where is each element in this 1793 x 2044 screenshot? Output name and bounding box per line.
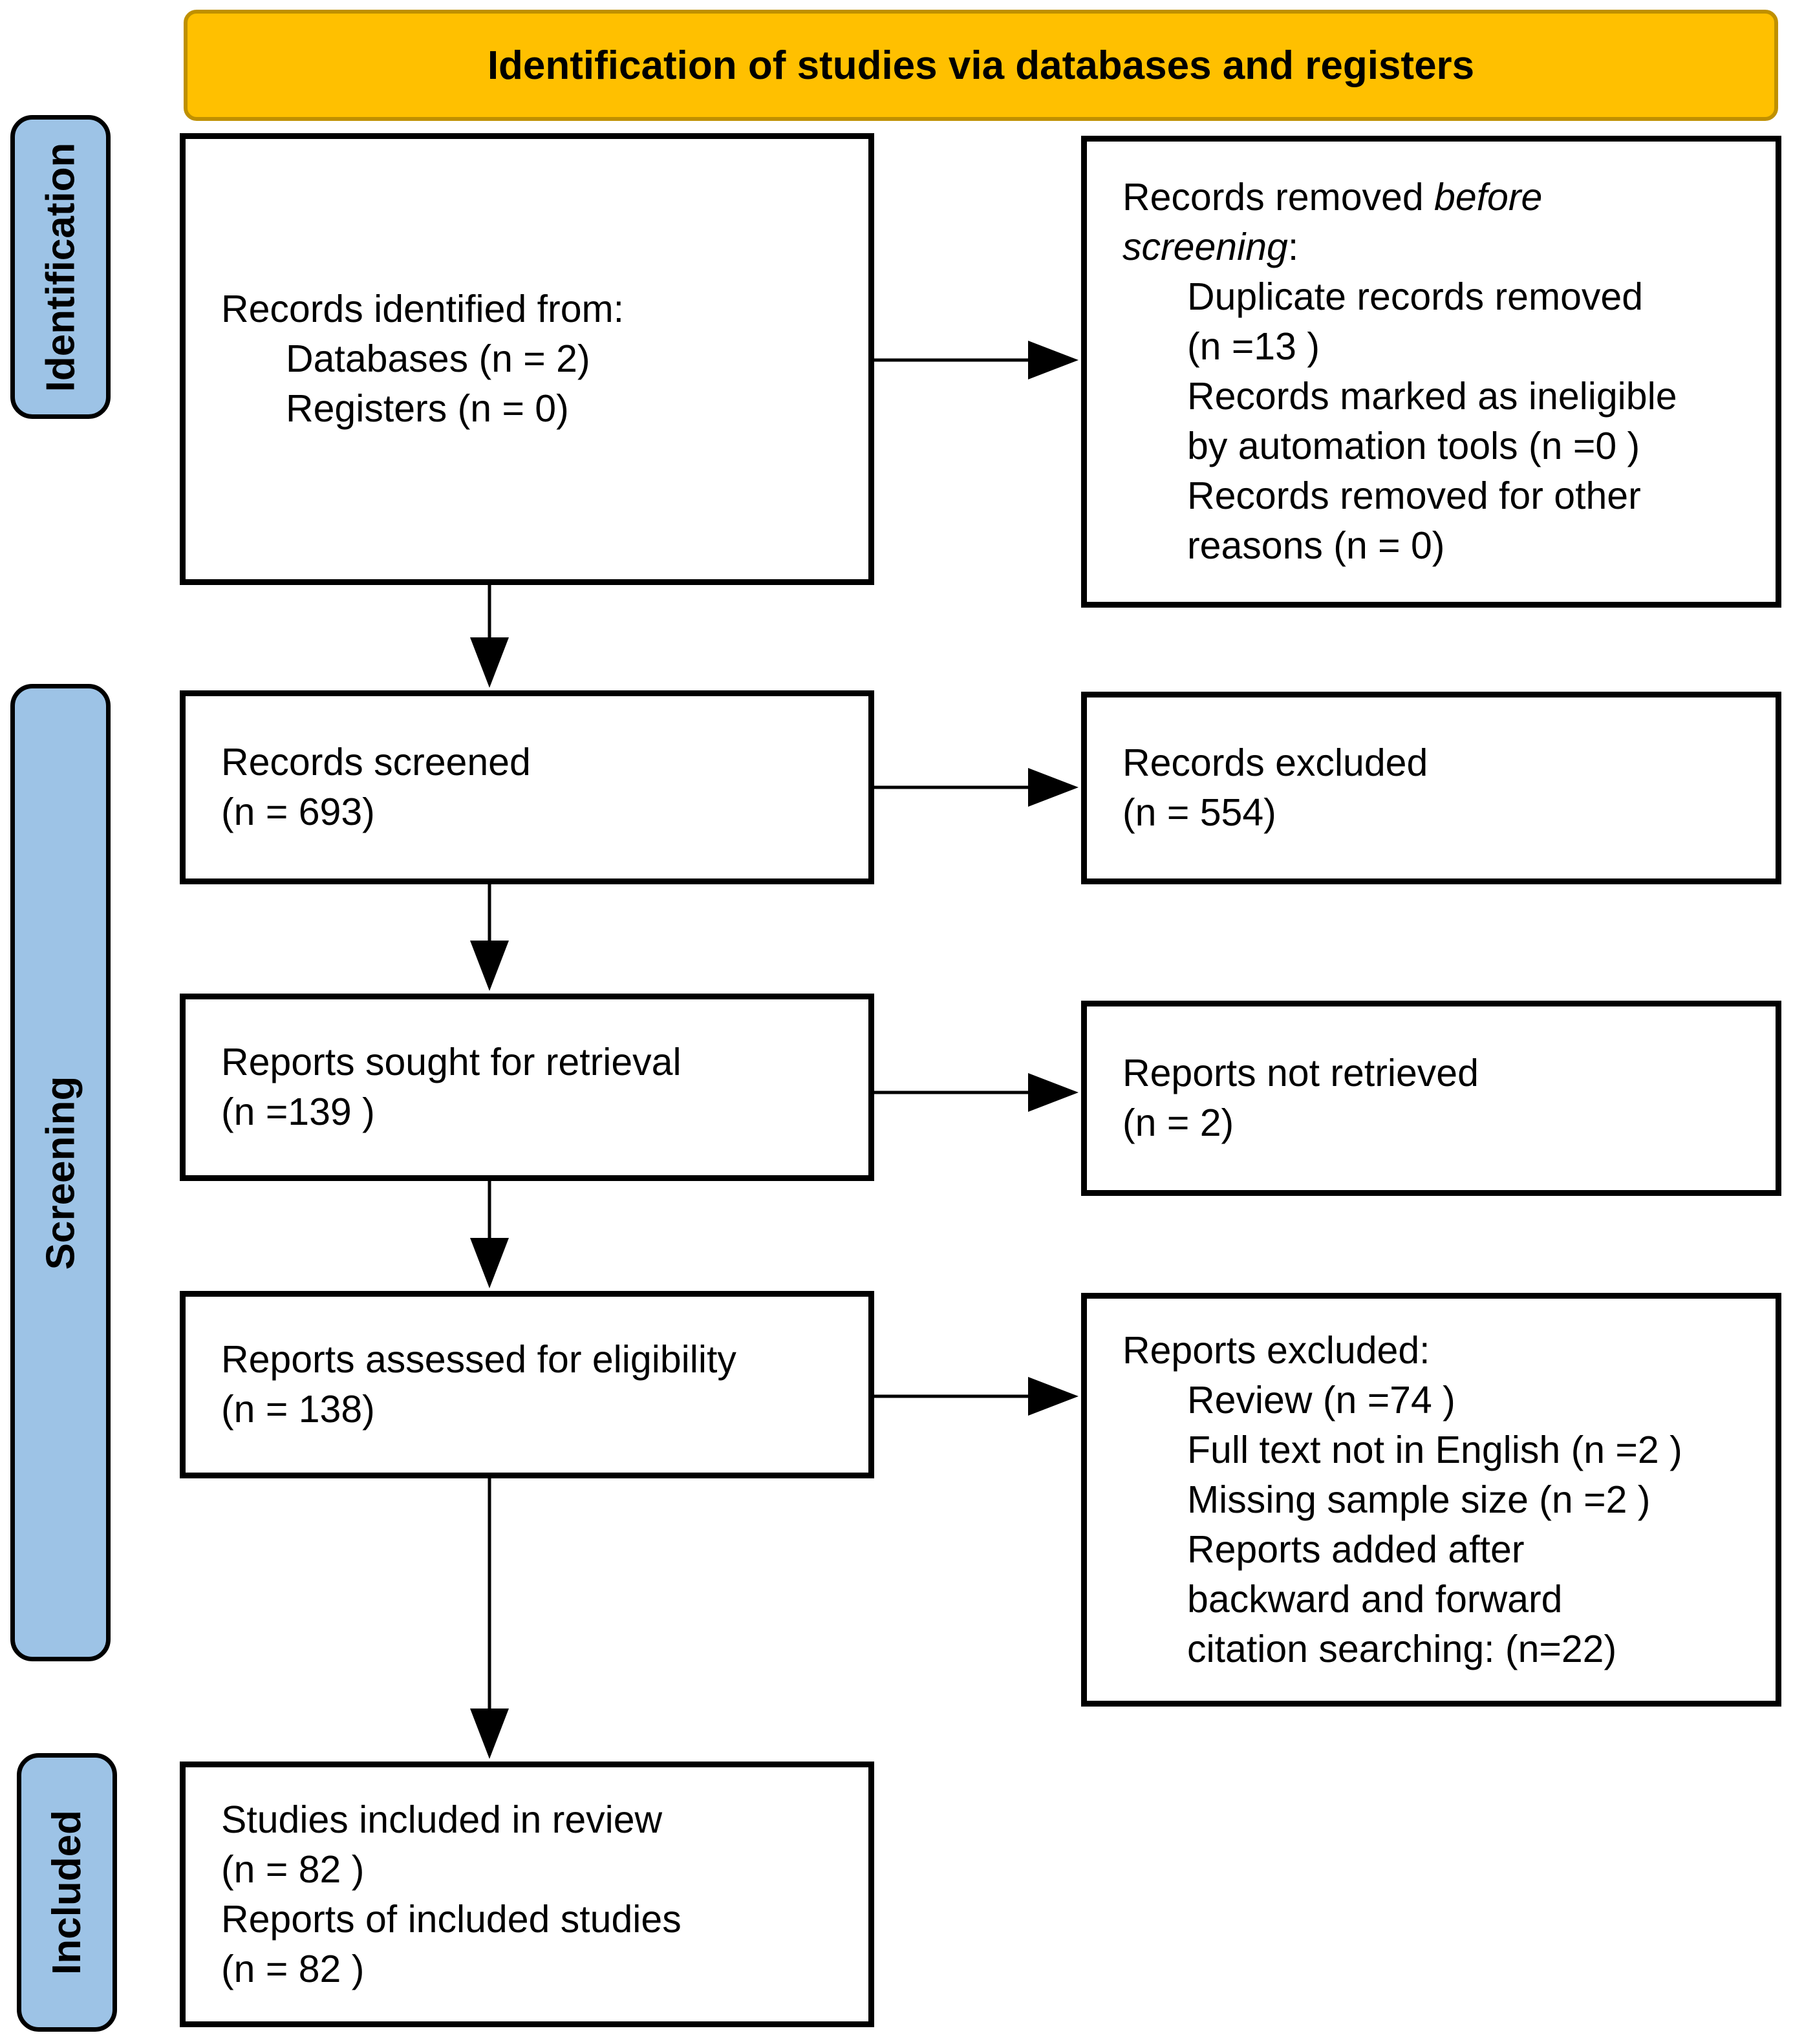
records-removed-ineligible-count: by automation tools (n =0 ) — [1187, 425, 1640, 467]
records-removed-duplicates-count: (n =13 ) — [1187, 325, 1320, 368]
studies-included-count: (n = 82 ) — [221, 1847, 365, 1891]
records-screened-line: Records screened — [221, 741, 531, 783]
studies-included-line: Studies included in review — [221, 1798, 663, 1841]
reports-included-line: Reports of included studies — [221, 1897, 682, 1941]
reports-sought-line: Reports sought for retrieval — [221, 1041, 682, 1083]
records-removed-duplicates: Duplicate records removed — [1187, 275, 1644, 318]
records-removed-line1-italic: before — [1434, 176, 1543, 218]
arrow-screened-to-sought — [470, 884, 509, 991]
stage-label-screening-text: Screening — [38, 1076, 83, 1270]
stage-label-screening — [10, 684, 111, 1661]
arrow-assessed-to-included — [470, 1478, 509, 1759]
box-records-identified — [180, 133, 874, 585]
box-reports-sought — [180, 994, 874, 1181]
stage-label-identification-text: Identification — [38, 142, 83, 392]
reports-excluded-citation-2: backward and forward — [1187, 1577, 1563, 1621]
stage-label-included — [17, 1753, 117, 2032]
records-excluded-line: Records excluded — [1122, 741, 1428, 784]
arrow-identified-to-screened — [470, 585, 509, 688]
box-reports-assessed — [180, 1291, 874, 1478]
reports-sought-count: (n =139 ) — [221, 1091, 375, 1133]
records-identified-line: Records identified from: — [221, 288, 625, 330]
records-removed-other: Records removed for other — [1187, 474, 1641, 517]
arrow-assessed-to-reports-excluded — [874, 1377, 1079, 1416]
box-reports-not-retrieved — [1081, 1001, 1781, 1196]
arrow-sought-to-not-retrieved — [874, 1073, 1079, 1112]
stage-label-included-text: Included — [45, 1810, 89, 1975]
reports-excluded-language: Full text not in English (n =2 ) — [1187, 1428, 1682, 1471]
records-removed-line2-normal: : — [1287, 226, 1299, 268]
records-identified-databases: Databases (n = 2) — [286, 337, 590, 380]
reports-excluded-line: Reports excluded: — [1122, 1328, 1430, 1372]
records-removed-other-count: reasons (n = 0) — [1187, 524, 1445, 567]
reports-not-retrieved-count: (n = 2) — [1122, 1102, 1234, 1144]
reports-excluded-citation-1: Reports added after — [1187, 1528, 1525, 1571]
records-identified-registers: Registers (n = 0) — [286, 387, 569, 430]
box-records-removed — [1081, 136, 1781, 608]
records-excluded-count: (n = 554) — [1122, 791, 1276, 834]
arrow-screened-to-excluded — [874, 768, 1079, 807]
reports-assessed-count: (n = 138) — [221, 1388, 375, 1431]
records-removed-line1 — [1122, 173, 1759, 222]
reports-included-count: (n = 82 ) — [221, 1947, 365, 1990]
records-removed-line2-italic: screening — [1122, 226, 1288, 268]
box-records-excluded — [1081, 692, 1781, 884]
reports-excluded-citation-3: citation searching: (n=22) — [1187, 1627, 1617, 1670]
box-records-screened — [180, 690, 874, 884]
box-studies-included — [180, 1762, 874, 2027]
arrow-identified-to-removed — [874, 341, 1079, 379]
records-screened-count: (n = 693) — [221, 791, 375, 833]
reports-excluded-review: Review (n =74 ) — [1187, 1378, 1455, 1421]
records-removed-line2 — [1122, 222, 1759, 272]
records-removed-ineligible: Records marked as ineligible — [1187, 375, 1677, 418]
header-banner — [184, 10, 1778, 121]
reports-excluded-sample: Missing sample size (n =2 ) — [1187, 1478, 1651, 1521]
box-reports-excluded — [1081, 1293, 1781, 1707]
records-removed-line1-normal: Records removed — [1122, 176, 1435, 218]
arrow-sought-to-assessed — [470, 1181, 509, 1288]
reports-not-retrieved-line: Reports not retrieved — [1122, 1052, 1479, 1094]
reports-assessed-line: Reports assessed for eligibility — [221, 1338, 736, 1381]
stage-label-identification — [10, 115, 111, 419]
header-title: Identification of studies via databases and registers — [487, 43, 1475, 88]
